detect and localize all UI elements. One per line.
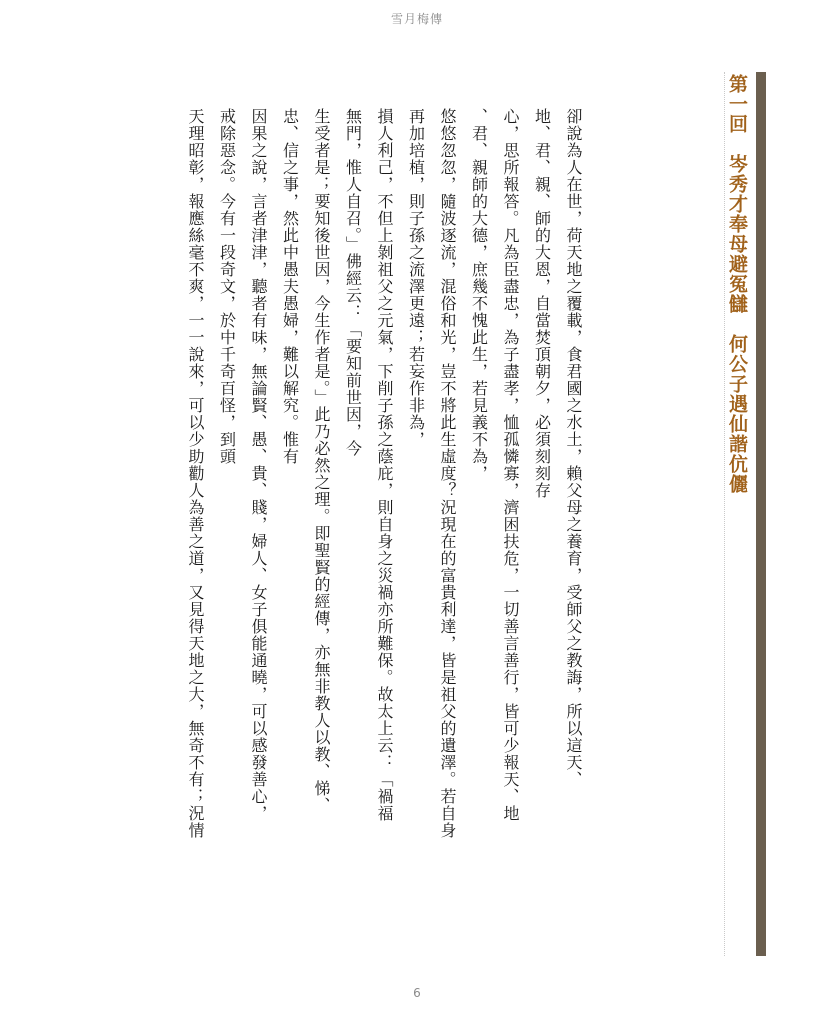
text-column: 卻說為人在世，荷天地之覆載，食君國之水土，賴父母之養育，受師父之教誨，所以這天、 bbox=[564, 108, 583, 788]
text-column: 因果之說，言者津津，聽者有味，無論賢、愚、貴、賤，婦人、女子俱能通曉，可以感發善心， bbox=[249, 108, 268, 822]
text-column: 天理昭彰，報應絲毫不爽，一一說來，可以少助勸人為善之道，又見得天地之大，無奇不有；況情 bbox=[186, 108, 205, 839]
text-column: 損人利己，不但上剝祖父之元氣，下削子孫之蔭庇，則自身之災禍亦所難保。故太上云：「禍福 bbox=[375, 108, 394, 822]
text-column: 地、君、親、師的大恩，自當焚頂朝夕，必須刻刻存 bbox=[532, 108, 552, 499]
chapter-rule bbox=[756, 72, 766, 956]
page-number: 6 bbox=[413, 986, 421, 1000]
text-column: 忠、信之事，然此中愚夫愚婦，難以解究。惟有 bbox=[280, 108, 300, 465]
text-column: 悠悠忽忽，隨波逐流，混俗和光，豈不將此生虛度？況現在的富貴利達，皆是祖父的遺澤。若自身 bbox=[438, 108, 457, 839]
chapter-title: 第一回 岑秀才奉母避冤讎 何公子遇仙諧伉儷 bbox=[726, 74, 748, 494]
body-text bbox=[75, 108, 589, 878]
text-column: 心，思所報答。凡為臣盡忠，為子盡孝，恤孤憐寡，濟困扶危，一切善言善行，皆可少報天、地 bbox=[501, 108, 520, 822]
text-column: 、君、親師的大德，庶幾不愧此生，若見義不為， bbox=[469, 108, 489, 482]
text-column: 戒除惡念。今有一段奇文，於中千奇百怪，到頭 bbox=[217, 108, 237, 465]
text-column: 再加培植，則子孫之流澤更遠；若妄作非為， bbox=[406, 108, 426, 448]
text-column: 生受者是；要知後世因，今生作者是。」此乃必然之理。即聖賢的經傳，亦無非教人以教、悌、 bbox=[312, 108, 331, 814]
running-head: 雪月梅傳 bbox=[390, 12, 443, 26]
text-column: 無門，惟人自召。」佛經云：「要知前世因，今 bbox=[343, 108, 363, 457]
